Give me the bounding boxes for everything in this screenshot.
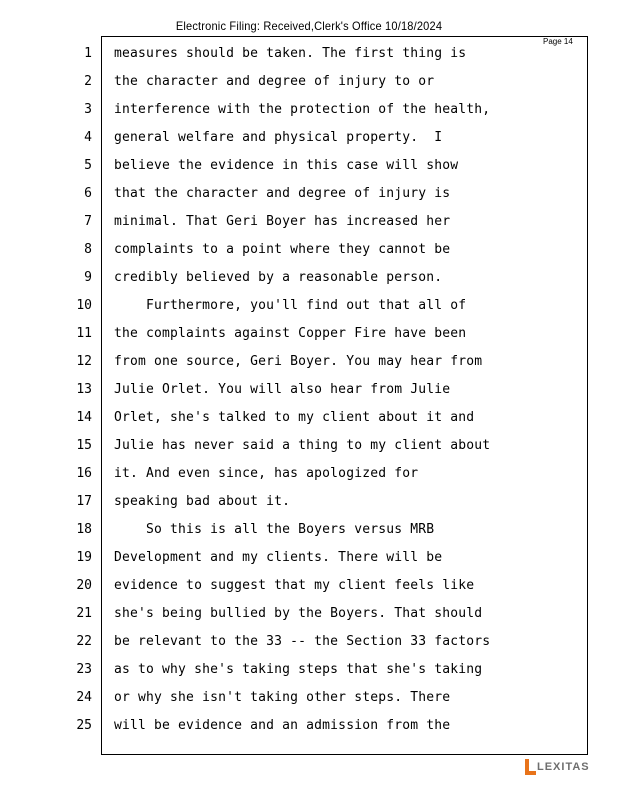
transcript-line: from one source, Geri Boyer. You may hear from: [114, 354, 483, 369]
transcript-line: as to why she's taking steps that she's taking: [114, 662, 483, 677]
line-number: 12: [76, 354, 92, 369]
transcript-line: she's being bullied by the Boyers. That should: [114, 606, 483, 621]
line-number: 18: [76, 522, 92, 537]
line-number: 10: [76, 298, 92, 313]
page-number: Page 14: [543, 37, 573, 46]
line-number: 6: [84, 186, 92, 201]
line-number: 23: [76, 662, 92, 677]
line-number: 11: [76, 326, 92, 341]
transcript-line: Furthermore, you'll find out that all of: [114, 298, 467, 313]
line-number: 24: [76, 690, 92, 705]
transcript-line: speaking bad about it.: [114, 494, 291, 509]
filing-header: Electronic Filing: Received,Clerk's Office 10/18/2024: [175, 19, 443, 33]
line-number-column: [66, 40, 92, 740]
line-number: 19: [76, 550, 92, 565]
line-number: 7: [84, 214, 92, 229]
transcript-line: will be evidence and an admission from the: [114, 718, 451, 733]
line-number: 15: [76, 438, 92, 453]
line-number: 8: [84, 242, 92, 257]
line-number: 3: [84, 102, 92, 117]
line-number: 1: [84, 46, 92, 61]
transcript-line: believe the evidence in this case will show: [114, 158, 459, 173]
line-number: 2: [84, 74, 92, 89]
line-number: 21: [76, 606, 92, 621]
transcript-line: Orlet, she's talked to my client about it and: [114, 410, 475, 425]
transcript-line: Julie Orlet. You will also hear from Julie: [114, 382, 451, 397]
line-number: 14: [76, 410, 92, 425]
line-number: 9: [84, 270, 92, 285]
line-number: 22: [76, 634, 92, 649]
line-number: 16: [76, 466, 92, 481]
transcript-line: credibly believed by a reasonable person.: [114, 270, 443, 285]
line-number: 20: [76, 578, 92, 593]
line-number: 13: [76, 382, 92, 397]
transcript-line: evidence to suggest that my client feels like: [114, 578, 475, 593]
transcript-line: measures should be taken. The first thing is: [114, 46, 467, 61]
lexitas-mark-icon: [525, 759, 536, 775]
line-number: 25: [76, 718, 92, 733]
transcript-line: it. And even since, has apologized for: [114, 466, 419, 481]
transcript-line: interference with the protection of the health,: [114, 102, 491, 117]
transcript-line: minimal. That Geri Boyer has increased her: [114, 214, 451, 229]
transcript-text: [114, 40, 584, 740]
transcript-line: general welfare and physical property. I: [114, 130, 443, 145]
transcript-line: So this is all the Boyers versus MRB: [114, 522, 435, 537]
transcript-line: complaints to a point where they cannot be: [114, 242, 451, 257]
transcript-line: or why she isn't taking other steps. There: [114, 690, 451, 705]
transcript-line: the character and degree of injury to or: [114, 74, 435, 89]
lexitas-wordmark: LEXITAS: [537, 761, 590, 773]
transcript-line: be relevant to the 33 -- the Section 33 factors: [114, 634, 491, 649]
transcript-line: Development and my clients. There will be: [114, 550, 443, 565]
line-number: 17: [76, 494, 92, 509]
line-number: 4: [84, 130, 92, 145]
transcript-line: the complaints against Copper Fire have been: [114, 326, 467, 341]
transcript-line: Julie has never said a thing to my client about: [114, 438, 491, 453]
lexitas-logo: [525, 758, 590, 776]
line-number: 5: [84, 158, 92, 173]
transcript-line: that the character and degree of injury is: [114, 186, 451, 201]
